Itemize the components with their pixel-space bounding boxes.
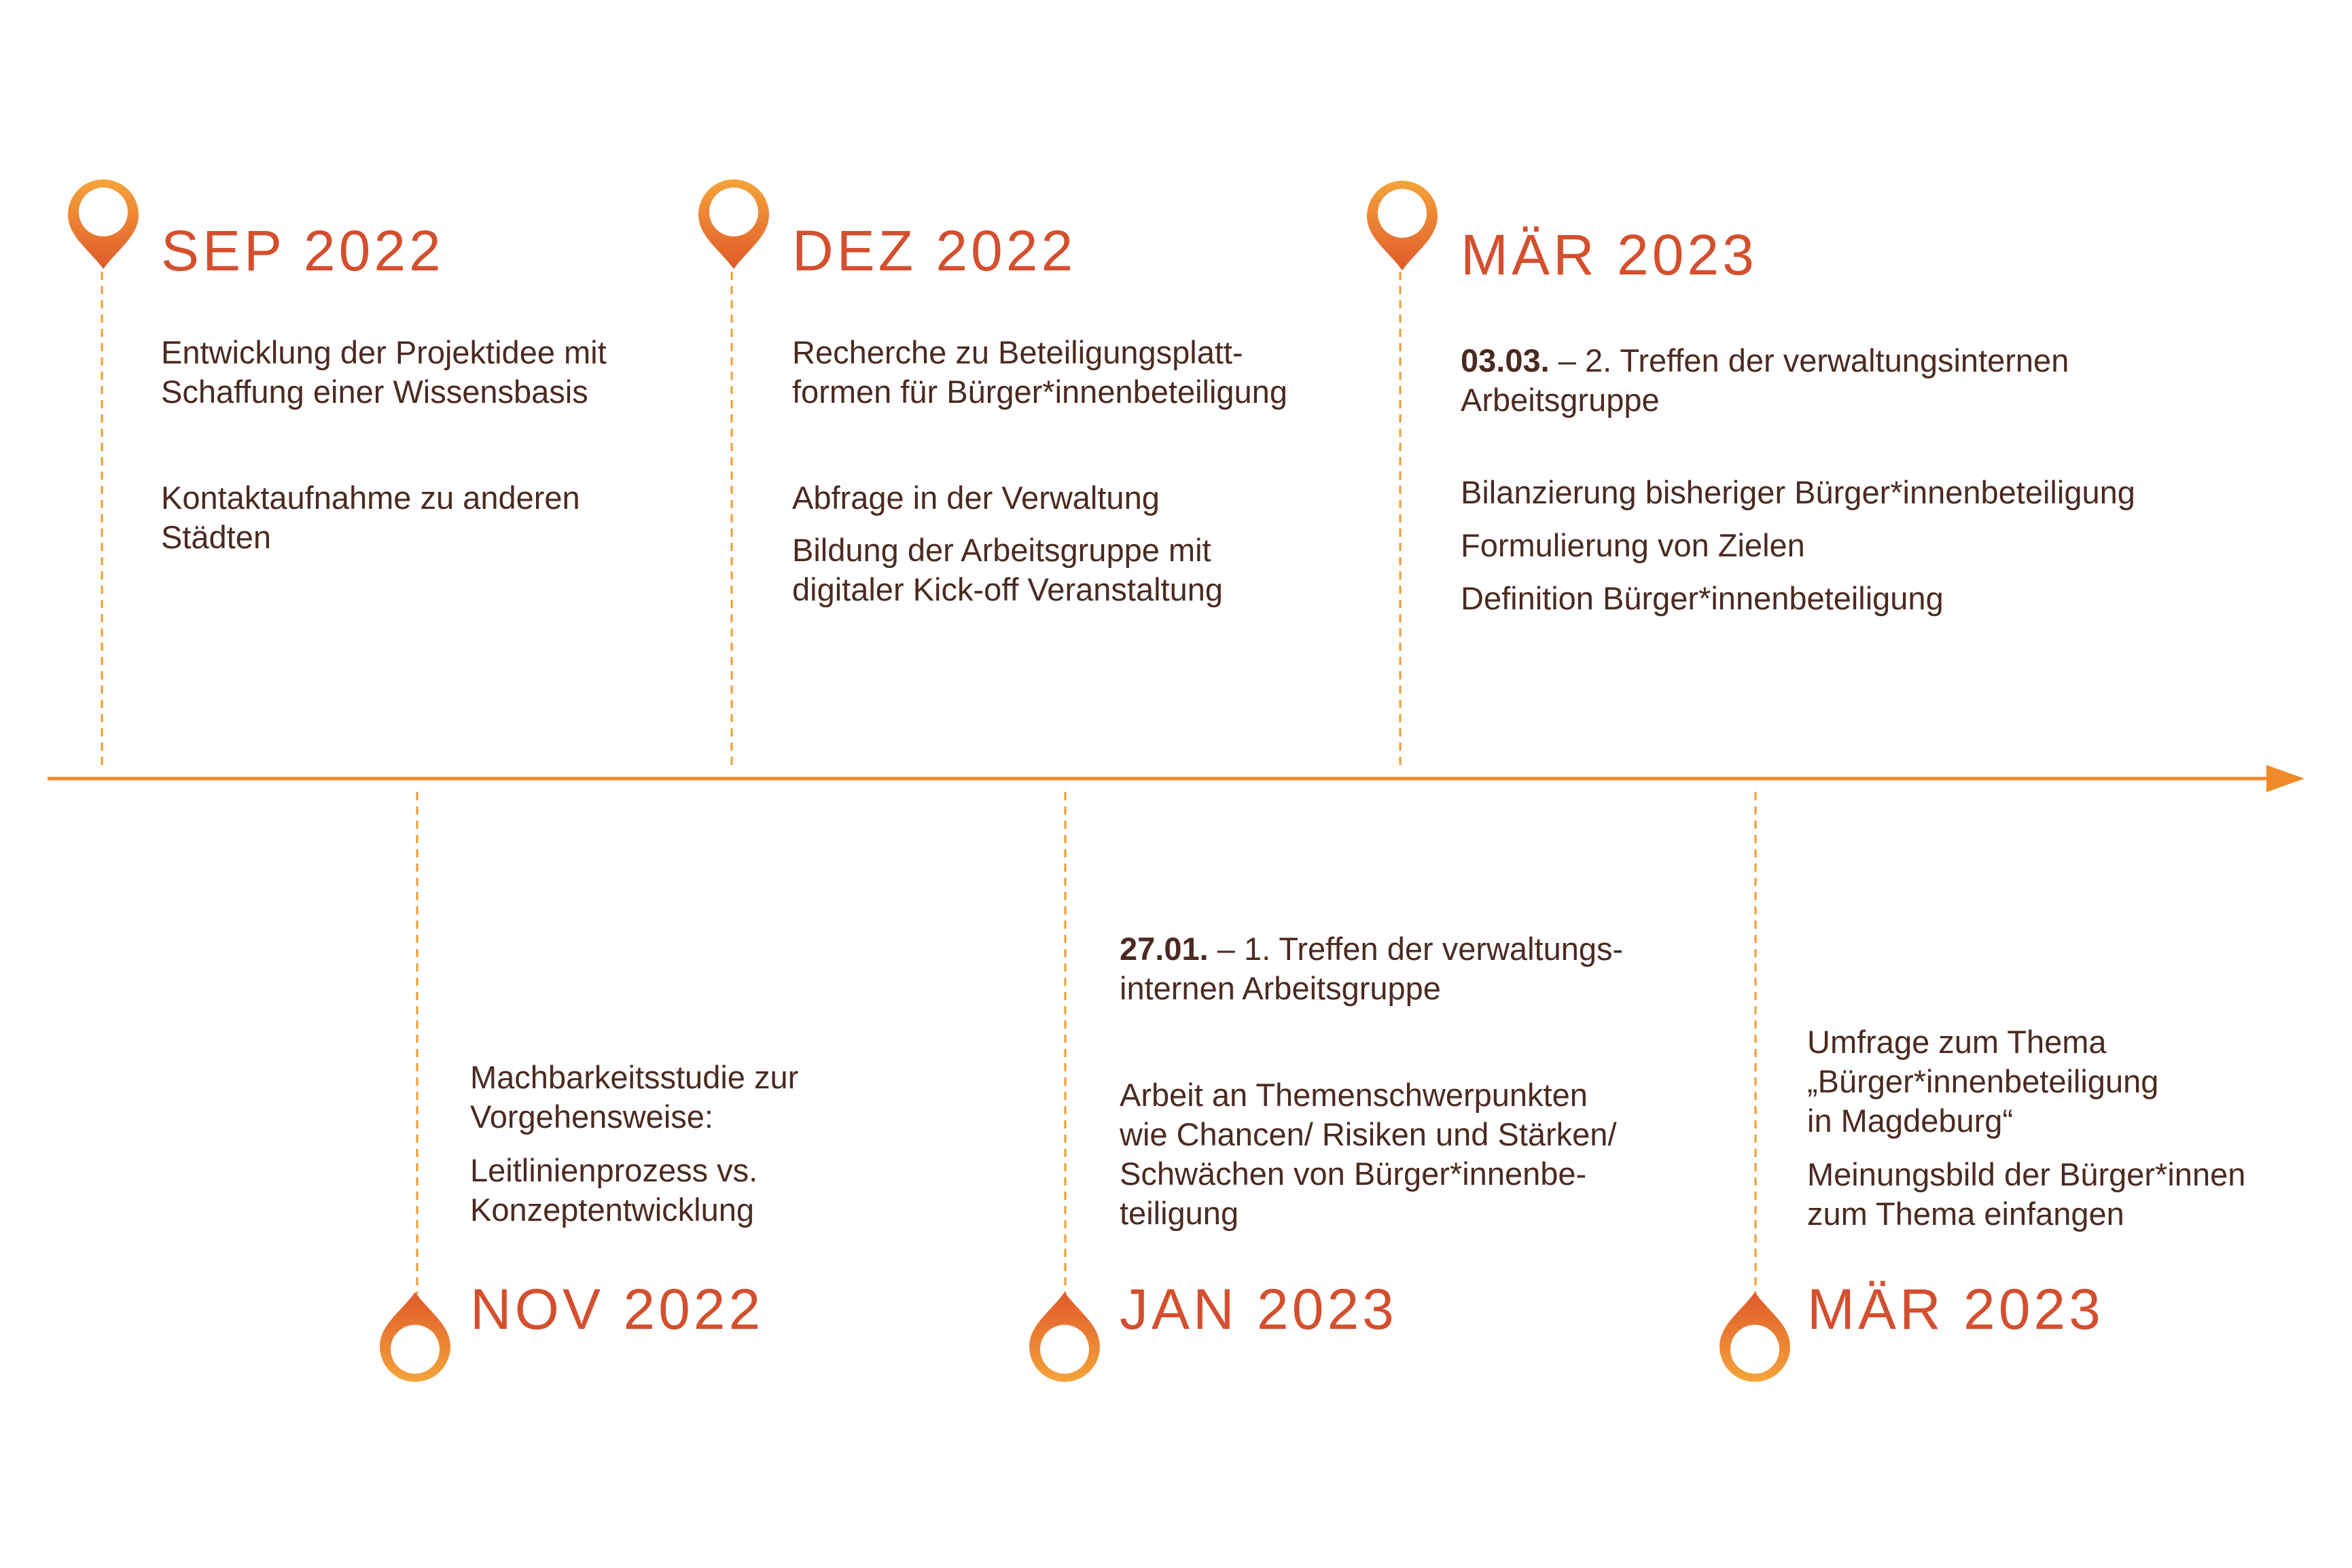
- text-line: Leitlinienprozess vs.: [470, 1152, 758, 1188]
- milestone-text: [1807, 1155, 2245, 1234]
- text-line: Abfrage in der Verwaltung: [792, 480, 1160, 516]
- text-line: – 2. Treffen der verwaltungsinternen: [1549, 342, 2069, 378]
- map-pin-icon: [1367, 181, 1438, 270]
- text-line: Arbeit an Themenschwerpunkten: [1120, 1077, 1588, 1113]
- timeline-arrowhead: [2266, 765, 2304, 792]
- milestone-text: [1461, 526, 1805, 565]
- text-line: in Magdeburg“: [1807, 1103, 2014, 1139]
- milestone-title-maer-2023-bottom: MÄR 2023: [1807, 1277, 2104, 1341]
- text-line: internen Arbeitsgruppe: [1120, 970, 1441, 1006]
- milestone-text: [1120, 1075, 1617, 1233]
- map-pin-icon: [1720, 1292, 1790, 1382]
- text-line: Entwicklung der Projektidee mit: [161, 334, 607, 370]
- milestone-text: [792, 478, 1160, 518]
- milestone-text: [1120, 929, 1623, 1008]
- text-line: Bilanzierung bisheriger Bürger*innenbeteiligung: [1461, 474, 2135, 510]
- milestone-title-jan-2023: JAN 2023: [1120, 1277, 1397, 1341]
- text-line: Umfrage zum Thema: [1807, 1024, 2107, 1060]
- milestone-text: [161, 333, 607, 412]
- milestone-text: [1461, 579, 1944, 618]
- map-pin-icon: [1029, 1292, 1100, 1382]
- text-line: „Bürger*innenbeteiligung: [1807, 1063, 2159, 1099]
- milestone-text: [161, 478, 580, 557]
- milestone-text: [470, 1058, 798, 1137]
- text-line: zum Thema einfangen: [1807, 1196, 2124, 1232]
- map-pin-icon: [380, 1292, 450, 1382]
- milestone-text: [470, 1151, 758, 1230]
- text-line: Schwächen von Bürger*innenbe-: [1120, 1156, 1587, 1192]
- text-line: Arbeitsgruppe: [1461, 382, 1660, 418]
- milestone-title-dez-2022: DEZ 2022: [792, 219, 1077, 283]
- map-pin-icon: [698, 179, 769, 269]
- text-line: Städten: [161, 519, 272, 555]
- text-line: Recherche zu Beteiligungsplatt-: [792, 334, 1243, 370]
- text-line: digitaler Kick-off Veranstaltung: [792, 571, 1223, 607]
- text-line: Kontaktaufnahme zu anderen: [161, 480, 580, 516]
- text-line: Konzeptentwicklung: [470, 1192, 755, 1228]
- milestone-title-maer-2023-top: MÄR 2023: [1461, 223, 1758, 287]
- map-pin-icon: [68, 179, 139, 269]
- text-line: Bildung der Arbeitsgruppe mit: [792, 532, 1211, 568]
- text-line: Formulierung von Zielen: [1461, 527, 1805, 563]
- date-label: 27.01.: [1120, 931, 1209, 967]
- milestone-text: [792, 333, 1287, 412]
- text-line: teiligung: [1120, 1195, 1239, 1231]
- text-line: Definition Bürger*innenbeteiligung: [1461, 580, 1944, 616]
- text-line: – 1. Treffen der verwaltungs-: [1208, 931, 1624, 967]
- milestone-title-nov-2022: NOV 2022: [470, 1277, 764, 1341]
- text-line: Vorgehensweise:: [470, 1099, 713, 1135]
- text-line: wie Chancen/ Risiken und Stärken/: [1120, 1116, 1617, 1152]
- date-label: 03.03.: [1461, 342, 1550, 378]
- milestone-text: [792, 531, 1223, 609]
- milestone-text: [1461, 341, 2069, 420]
- text-line: Meinungsbild der Bürger*innen: [1807, 1156, 2246, 1192]
- milestone-text: [1807, 1022, 2158, 1141]
- text-line: Schaffung einer Wissensbasis: [161, 374, 588, 410]
- milestone-text: [1461, 473, 2135, 512]
- text-line: Machbarkeitsstudie zur: [470, 1059, 799, 1095]
- text-line: formen für Bürger*innenbeteiligung: [792, 374, 1287, 410]
- milestone-title-sep-2022: SEP 2022: [161, 219, 444, 283]
